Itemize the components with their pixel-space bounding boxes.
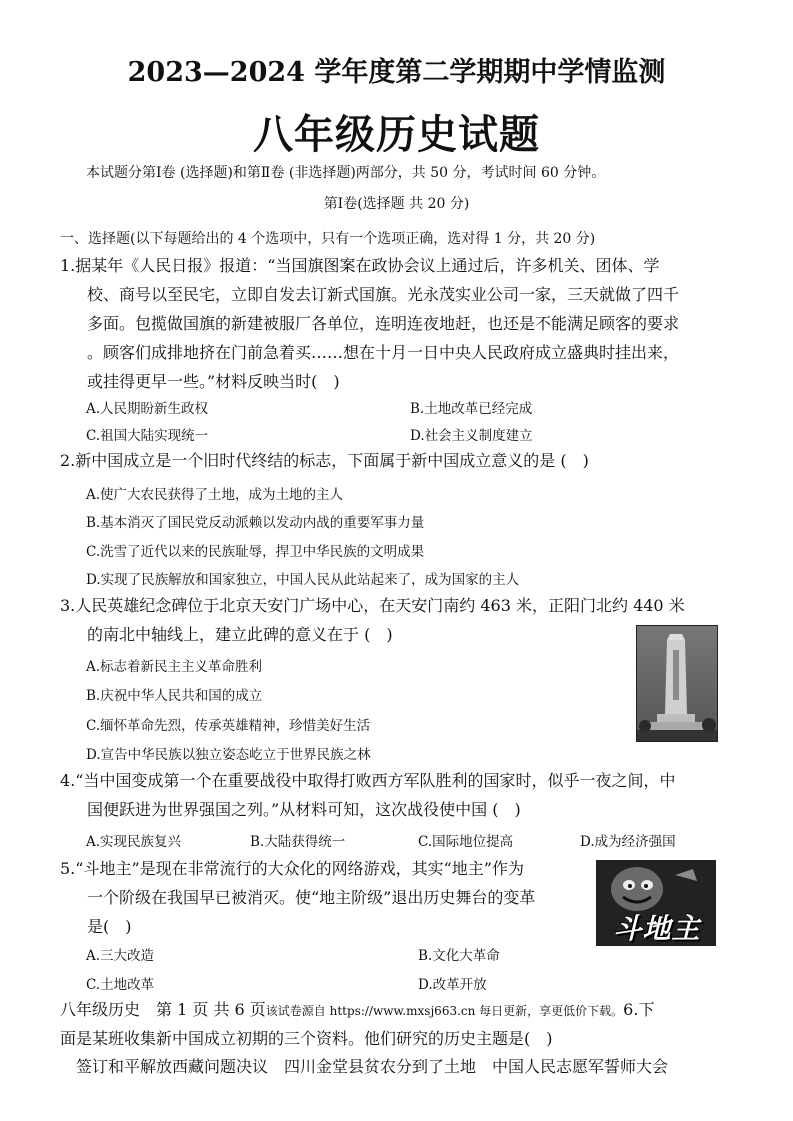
- q5-option-c[interactable]: C.土地改革: [86, 977, 155, 993]
- monument-photo: [636, 625, 718, 742]
- section-instruction: 一、选择题(以下每题给出的 4 个选项中，只有一个选项正确，选对得 1 分，共 20 分): [60, 231, 596, 247]
- question-4-line: 4.“当中国变成第一个在重要战役中取得打败西方军队胜利的国家时，似乎一夜之间，中: [60, 771, 676, 790]
- q3-option-d[interactable]: D.宣告中华民族以独立姿态屹立于世界民族之林: [86, 747, 371, 763]
- doudizhu-logo-text: 斗地主: [613, 912, 701, 945]
- q2-option-a[interactable]: A.使广大农民获得了土地，成为土地的主人: [86, 487, 344, 503]
- question-5-line: 是( ): [87, 917, 132, 936]
- question-1-line: 或挂得更早一些。”材料反映当时( ): [87, 372, 340, 391]
- q4-option-d[interactable]: D.成为经济强国: [580, 834, 676, 850]
- q5-option-d[interactable]: D.改革开放: [418, 977, 487, 993]
- q5-option-b[interactable]: B.文化大革命: [418, 948, 500, 964]
- question-5: [60, 854, 535, 941]
- q1-option-d[interactable]: D.社会主义制度建立: [410, 428, 533, 444]
- page-footer: [60, 996, 668, 1081]
- question-2: [60, 446, 589, 475]
- q5-option-a[interactable]: A.三大改造: [86, 948, 155, 964]
- question-6-items: 签订和平解放西藏问题决议 四川金堂县贫农分到了土地 中国人民志愿军誓师大会: [76, 1057, 669, 1076]
- question-1: [60, 251, 679, 396]
- q2-option-d[interactable]: D.实现了民族解放和国家独立，中国人民从此站起来了，成为国家的主人: [86, 572, 520, 588]
- q2-option-b[interactable]: B.基本消灭了国民党反动派赖以发动内战的重要军事力量: [86, 515, 425, 531]
- question-6-start: 6.下: [623, 1000, 655, 1019]
- footer-line-1: [60, 996, 668, 1025]
- exam-subtitle: 八年级历史试题: [253, 111, 540, 158]
- question-1-line: 多面。包揽做国旗的新建被服厂各单位，连明连夜地赶，也还是不能满足顾客的要求: [87, 314, 680, 333]
- q3-option-b[interactable]: B.庆祝中华人民共和国的成立: [86, 688, 263, 704]
- q1-option-b[interactable]: B.土地改革已经完成: [410, 401, 533, 417]
- question-1-line: 1.据某年《人民日报》报道：“当国旗图案在政协会议上通过后，许多机关、团体、学: [60, 256, 660, 275]
- exam-title: 2023—2024 学年度第二学期期中学情监测: [127, 57, 666, 88]
- q4-option-a[interactable]: A.实现民族复兴: [86, 834, 182, 850]
- q3-option-c[interactable]: C.缅怀革命先烈，传承英雄精神，珍惜美好生活: [86, 718, 371, 734]
- q1-option-c[interactable]: C.祖国大陆实现统一: [86, 428, 209, 444]
- question-5-line: 一个阶级在我国早已被消灭。使“地主阶级”退出历史舞台的变革: [87, 888, 536, 907]
- question-3-line: 的南北中轴线上，建立此碑的意义在于 ( ): [87, 625, 393, 644]
- q1-option-a[interactable]: A.人民期盼新生政权: [86, 401, 209, 417]
- question-3: [60, 591, 685, 649]
- page-number-label: 八年级历史 第 1 页 共 6 页: [60, 1000, 266, 1019]
- question-4-line: 国便跃进为世界强国之列。”从材料可知，这次战役使中国 ( ): [87, 800, 521, 819]
- section-heading: 第Ⅰ卷(选择题 共 20 分): [323, 196, 470, 212]
- question-4: [60, 766, 675, 824]
- q4-option-b[interactable]: B.大陆获得统一: [250, 834, 346, 850]
- question-2-text: 2.新中国成立是一个旧时代终结的标志，下面属于新中国成立意义的是 ( ): [60, 451, 589, 470]
- question-1-line: 。顾客们成排地挤在门前急着买……想在十月一日中央人民政府成立盛典时挂出来，: [87, 343, 680, 362]
- question-1-line: 校、商号以至民宅，立即自发去订新式国旗。光永茂实业公司一家，三天就做了四千: [87, 285, 680, 304]
- q3-option-a[interactable]: A.标志着新民主主义革命胜利: [86, 659, 263, 675]
- question-3-line: 3.人民英雄纪念碑位于北京天安门广场中心，在天安门南约 463 米，正阳门北约 440 米: [60, 596, 685, 615]
- question-5-line: 5.“斗地主”是现在非常流行的大众化的网络游戏，其实“地主”作为: [60, 859, 524, 878]
- q2-option-c[interactable]: C.洗雪了近代以来的民族耻辱，捍卫中华民族的文明成果: [86, 544, 425, 560]
- source-notice: 该试卷源自 https://www.mxsj663.cn 每日更新，享更低价下载。: [265, 1004, 624, 1018]
- exam-note: 本试题分第Ⅰ卷 (选择题)和第Ⅱ卷 (非选择题)两部分，共 50 分，考试时间 60 分钟。: [86, 165, 606, 181]
- q4-option-c[interactable]: C.国际地位提高: [418, 834, 514, 850]
- monument-image: [637, 626, 717, 741]
- doudizhu-logo: [596, 860, 716, 946]
- question-6-text: 面是某班收集新中国成立初期的三个资料。他们研究的历史主题是( ): [60, 1029, 553, 1048]
